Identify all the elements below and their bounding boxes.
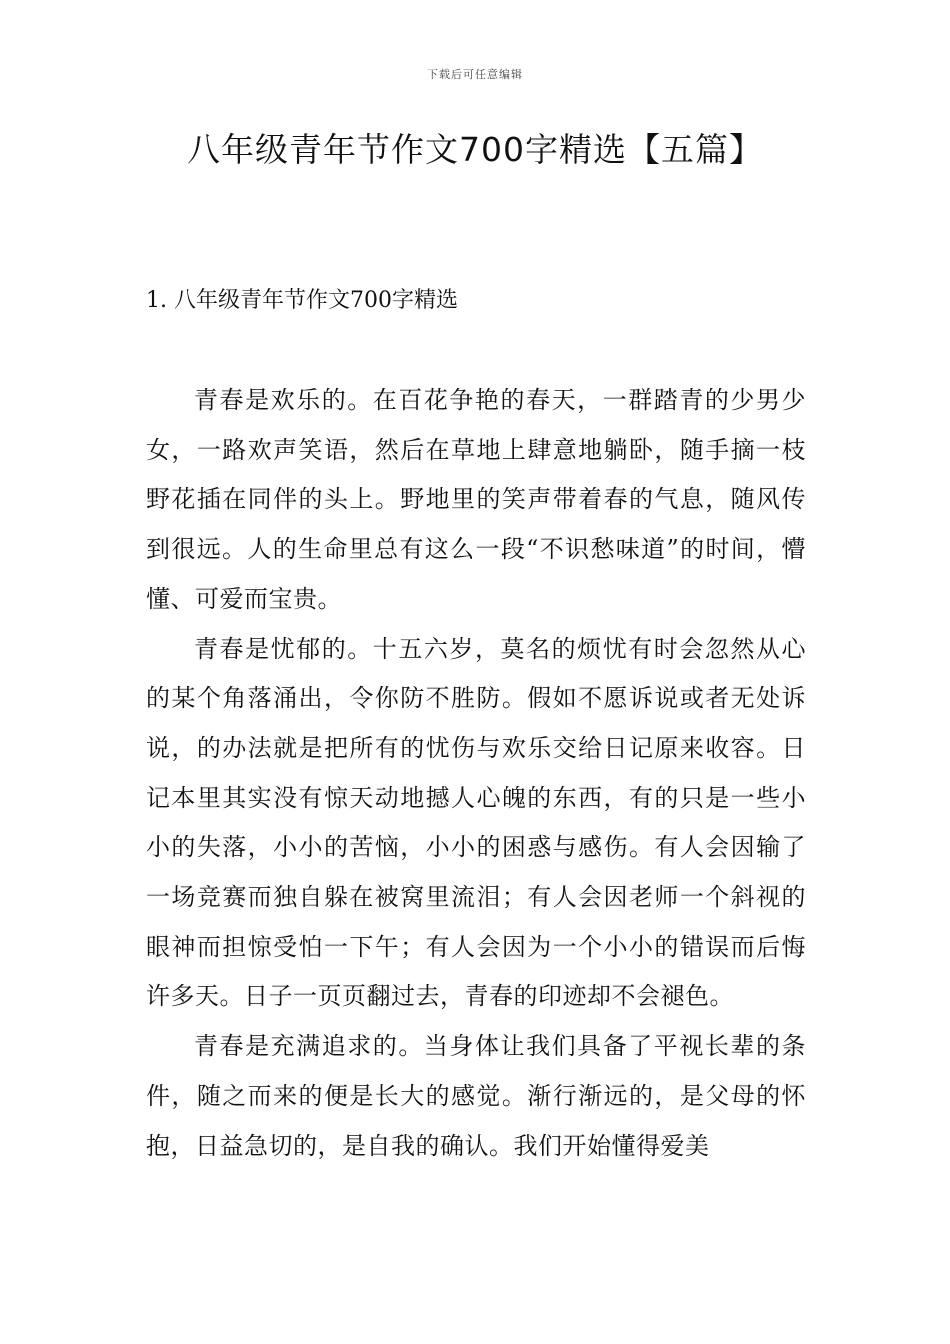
paragraph-1: 青春是欢乐的。在百花争艳的春天，一群踏青的少男少女，一路欢声笑语，然后在草地上肆意地躺卧，随手摘一枝野花插在同伴的头上。野地里的笑声带着春的气息，随风传到很远。人的生命里总有这么一段“不识愁味道”的时间，懵懂、可爱而宝贵。 xyxy=(146,386,806,613)
header-note: 下载后可任意编辑 xyxy=(427,68,523,81)
section-heading: 1. 八年级青年节作文700字精选 xyxy=(146,288,458,313)
paragraph-3: 青春是充满追求的。当身体让我们具备了平视长辈的条件，随之而来的便是长大的感觉。渐行渐远的，是父母的怀抱，日益急切的，是自我的确认。我们开始懂得爱美 xyxy=(146,1032,806,1160)
paragraph-2: 青春是忧郁的。十五六岁，莫名的烦忧有时会忽然从心的某个角落涌出，令你防不胜防。假如不愿诉说或者无处诉说，的办法就是把所有的忧伤与欢乐交给日记原来收容。日记本里其实没有惊天动地撼人心魄的东西，有的只是一些小小的失落，小小的苦恼，小小的困惑与感伤。有人会因输了一场竞赛而独自躲在被窝里流泪；有人会因老师一个斜视的眼神而担惊受怕一下午；有人会因为一个小小的错误而后悔许多天。日子一页页翻过去，青春的印迹却不会褪色。 xyxy=(146,634,806,1011)
document-title: 八年级青年节作文700字精选【五篇】 xyxy=(187,130,763,169)
document-body xyxy=(146,376,806,1171)
